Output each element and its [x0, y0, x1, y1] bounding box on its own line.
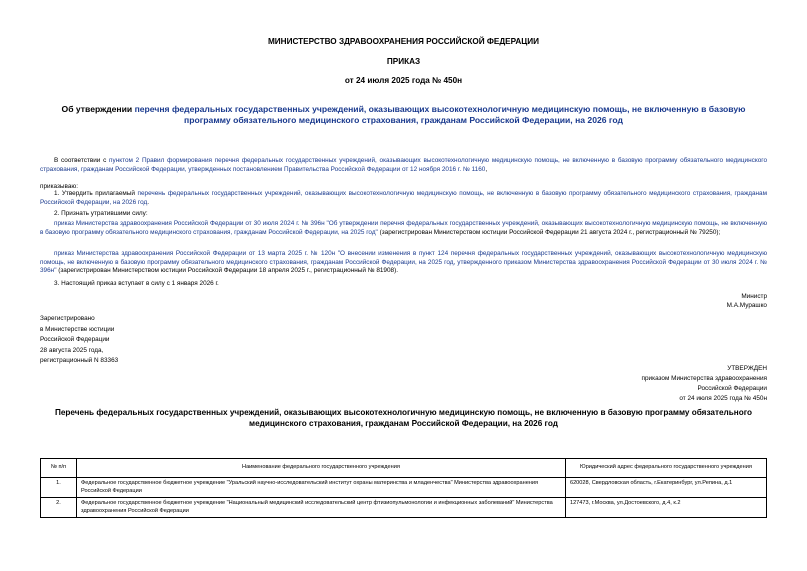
- ministry-heading: МИНИСТЕРСТВО ЗДРАВООХРАНЕНИЯ РОССИЙСКОЙ ФЕДЕРАЦИИ: [267, 37, 540, 46]
- p2-link[interactable]: перечень федеральных государственных учреждений, оказывающих высокотехнологичную медицинскую помощь, не включенную в базовую программу обязательного медицинского страхования, гражданам Российской Федерации, на 2026 год: [40, 190, 767, 206]
- paragraph-item-2: 2. Признать утратившими силу:: [54, 210, 148, 217]
- registration-block: [40, 314, 118, 367]
- cell-address: 127473, г.Москва, ул.Достоевского, д.4, к.2: [565, 498, 766, 518]
- signature-role: Министр: [741, 293, 767, 300]
- title-prefix: Об утверждении: [61, 104, 135, 114]
- paragraph-repealed-1: [40, 220, 767, 237]
- p2-text-a: 1. Утвердить прилагаемый: [54, 190, 138, 197]
- registration-line: Российской Федерации: [40, 336, 110, 343]
- approved-line: приказом Министерства здравоохранения: [641, 375, 767, 382]
- paragraph-basis: [40, 157, 767, 174]
- doc-type-heading: ПРИКАЗ: [386, 57, 421, 66]
- p4-text-b: (зарегистрирован Министерством юстиции Российской Федерации 21 августа 2024 г., регистрационный № 79250);: [377, 228, 721, 236]
- document-title: [40, 104, 767, 126]
- p1-link[interactable]: пунктом 2 Правил формирования перечня федеральных государственных учреждений, оказывающих высокотехнологичную медицинскую помощь, не включенную в базовую программу обязательного медицинского страхования, гражданам Российской Федерации, утвержденных постановлением Правительства Российской Федерации от 12 ноября 2016 г. № 1160: [40, 157, 768, 173]
- approved-line: от 24 июля 2025 года № 450н: [679, 395, 767, 402]
- header-number: № п/п: [41, 459, 77, 478]
- institutions-table: [40, 458, 767, 518]
- paragraph-item-3: 3. Настоящий приказ вступает в силу с 1 января 2026 г.: [54, 280, 219, 287]
- registration-line: Зарегистрировано: [40, 315, 95, 322]
- paragraph-prikazyvayu: приказываю:: [40, 183, 78, 190]
- header-name: Наименование федерального государственного учреждения: [77, 459, 566, 478]
- p5-link[interactable]: приказ Министерства здравоохранения Российской Федерации от 13 марта 2025 г. № 120н "О внесении изменения в пункт 124 перечня федеральных государственных учреждений, оказывающих высокотехнологичную медицинскую помощь, не включенную в базовую программу обязательного медицинского страхования, гражданам Российской Федерации, на 2025 год, утвержденного приказом Министерства здравоохранения Российской Федерации от 30 июля 2024 г. № 396н": [40, 250, 767, 275]
- table-header-row: [41, 459, 767, 478]
- approved-line: УТВЕРЖДЕН: [727, 365, 767, 372]
- title-link[interactable]: перечня федеральных государственных учреждений, оказывающих высокотехнологичную медицинскую помощь, не включенную в базовую программу обязательного медицинского страхования, гражданам Российской Федерации, на 2026 год: [134, 104, 746, 125]
- header-address: Юридический адрес федерального государственного учреждения: [565, 459, 766, 478]
- approved-line: Российской Федерации: [697, 385, 767, 392]
- table-row: [41, 478, 767, 498]
- doc-date-number: от 24 июля 2025 года № 450н: [344, 76, 463, 85]
- cell-number: 1.: [41, 478, 77, 498]
- paragraph-item-1: [40, 190, 767, 207]
- table-row: [41, 498, 767, 518]
- cell-number: 2.: [41, 498, 77, 518]
- cell-name: Федеральное государственное бюджетное учреждение "Национальный медицинский исследовательский центр фтизиопульмонологии и инфекционных заболеваний" Министерства здравоохранения Российской Федерации: [77, 498, 566, 518]
- approved-block: [642, 364, 767, 404]
- registration-line: 28 августа 2025 года,: [40, 346, 104, 354]
- p5-text-b: (зарегистрирован Министерством юстиции Российской Федерации 18 апреля 2025 г., регистрационный № 81908).: [56, 267, 399, 275]
- signature-name: М.А.Мурашко: [726, 302, 767, 309]
- registration-line: регистрационный N 83363: [40, 357, 119, 364]
- signature-block: [727, 292, 767, 310]
- p2-text-b: .: [147, 198, 150, 206]
- cell-address: 620028, Свердловская область, г.Екатеринбург, ул.Репина, д.1: [565, 478, 766, 498]
- cell-name: Федеральное государственное бюджетное учреждение "Уральский научно-исследовательский институт охраны материнства и младенчества" Министерства здравоохранения Российской Федерации: [77, 478, 566, 498]
- p1-text-a: В соответствии с: [54, 157, 110, 164]
- paragraph-repealed-2: [40, 250, 767, 276]
- registration-line: в Министерстве юстиции: [40, 325, 115, 333]
- list-title: Перечень федеральных государственных учреждений, оказывающих высокотехнологичную медицинскую помощь, не включенную в базовую программу обязательного медицинского страхования, гражданам Российской Федерации, на 2026 год: [54, 408, 753, 428]
- p1-text-b: ,: [485, 165, 488, 173]
- p4-link[interactable]: приказ Министерства здравоохранения Российской Федерации от 30 июля 2024 г. № 396н "Об утверждении перечня федеральных государственных учреждений, оказывающих высокотехнологичную медицинскую помощь, не включенную в базовую программу обязательного медицинского страхования, гражданам Российской Федерации, на 2025 год": [40, 220, 767, 236]
